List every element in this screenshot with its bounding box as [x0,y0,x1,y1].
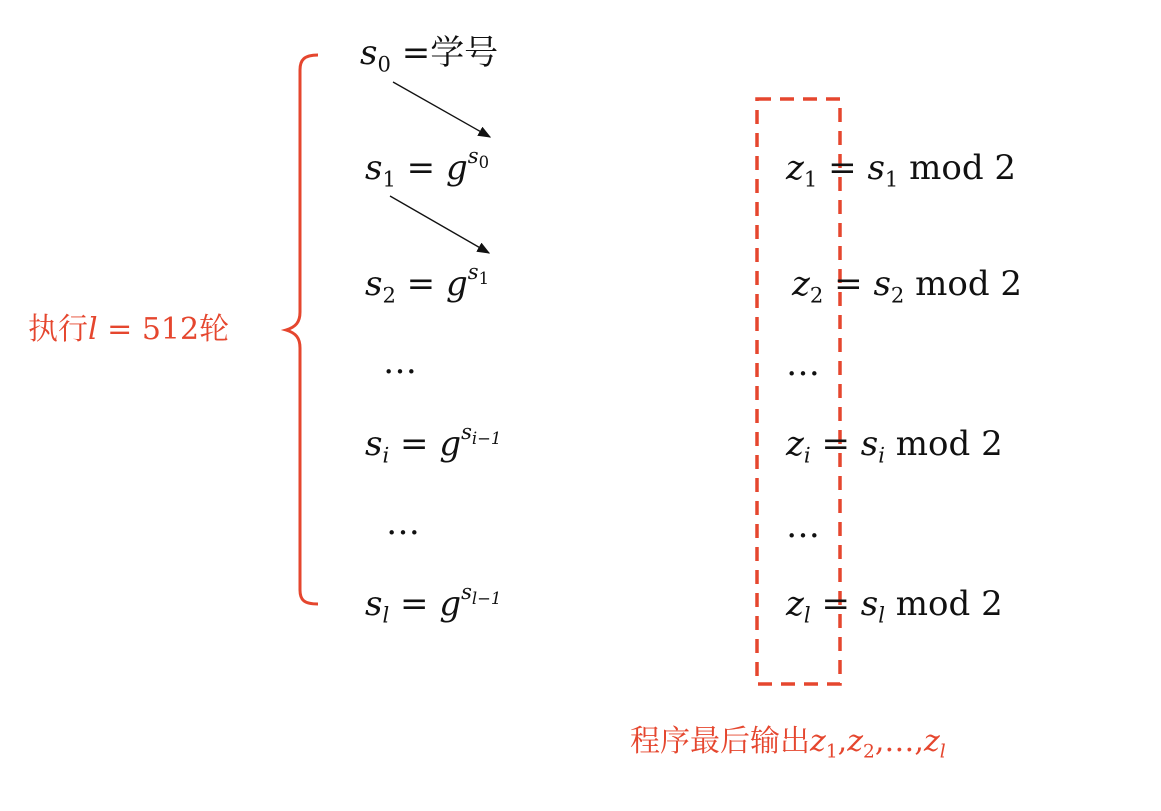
row-var: s [365,584,383,624]
z1-equation: $z_1 = s_1$ mod 2 [786,148,1017,192]
left-ellipsis-1: … [383,342,417,382]
output-z1: z [810,724,826,759]
row-sub: 1 [382,166,396,192]
z2-equation: $z_2 = s_2$ mod 2 [792,264,1023,308]
z-var: z [786,424,804,464]
row-base: g [445,264,468,304]
output-label-prefix: 程序最后输出 [630,724,810,759]
row-exp-var: s [461,419,472,445]
s-sub: 2 [890,282,905,308]
s1-equation: $s_1 = g^{s_0}$ [365,143,490,192]
mod-op: mod 2 [895,584,1003,624]
row-exp-sub: i−1 [471,429,502,449]
curly-brace [286,55,318,604]
z-sub: l [803,602,811,628]
brace-label-prefix: 执行 [28,312,88,347]
s0-definition [360,33,499,77]
z-var: z [786,148,804,188]
row-var: s [365,148,383,188]
row-base: g [439,424,462,464]
sl-equation: $s_l = g^{s_{l-1}}$ [365,579,502,628]
output-comma: , [914,724,924,759]
brace-label-var: l [88,312,98,347]
row-sub: 2 [382,282,396,308]
s-var: s [873,264,891,304]
output-dots: … [884,724,915,759]
s-var: s [860,424,879,464]
output-label [630,724,946,763]
s-sub: i [878,442,885,468]
si-equation: $s_i = g^{s_{i-1}}$ [365,419,502,468]
row-exp-sub: 0 [478,153,490,173]
output-z2: z [847,724,864,759]
brace-label [28,312,229,348]
row-exp-var: s [467,143,479,169]
output-zl-sub: l [939,741,946,763]
s-var: s [860,584,879,624]
s0-rhs: 学号 [430,33,499,73]
row-base: g [445,148,468,188]
s0-equals: = [401,33,431,73]
s-var: s [867,148,885,188]
row-var: s [365,264,383,304]
row-sub: i [382,442,390,468]
row-var: s [365,424,383,464]
brace-label-suffix: 轮 [199,312,230,347]
s2-equation: $s_2 = g^{s_1}$ [365,259,490,308]
mod-op: mod 2 [909,148,1017,188]
s0-sub: 0 [377,51,391,77]
s-sub: 1 [884,166,899,192]
row-sub: l [382,602,390,628]
arrow-s0-to-s1 [393,82,490,137]
right-ellipsis-2: … [786,506,820,546]
mod-op: mod 2 [915,264,1023,304]
s-sub: l [878,602,885,628]
left-ellipsis-2: … [386,503,420,543]
output-comma: , [874,724,885,759]
row-exp-sub: l−1 [471,589,502,609]
s0-var: s [360,33,378,73]
output-z2-sub: 2 [863,741,875,763]
row-exp-var: s [467,259,479,285]
output-zl: z [923,724,940,759]
z-sub: 1 [803,166,818,192]
mod-op: mod 2 [895,424,1003,464]
zi-equation: $z_i = s_i$ mod 2 [786,424,1003,468]
output-comma: , [837,724,848,759]
output-z1-sub: 1 [825,741,838,763]
zl-equation: $z_l = s_l$ mod 2 [786,584,1003,628]
row-exp-var: s [461,579,472,605]
z-var: z [792,264,810,304]
right-ellipsis-1: … [786,344,820,384]
z-var: z [786,584,804,624]
row-base: g [439,584,462,624]
z-sub: 2 [809,282,824,308]
row-exp-sub: 1 [478,269,490,289]
z-sub: i [803,442,811,468]
brace-label-value: = 512 [97,312,200,347]
arrow-s1-to-s2 [390,196,489,253]
